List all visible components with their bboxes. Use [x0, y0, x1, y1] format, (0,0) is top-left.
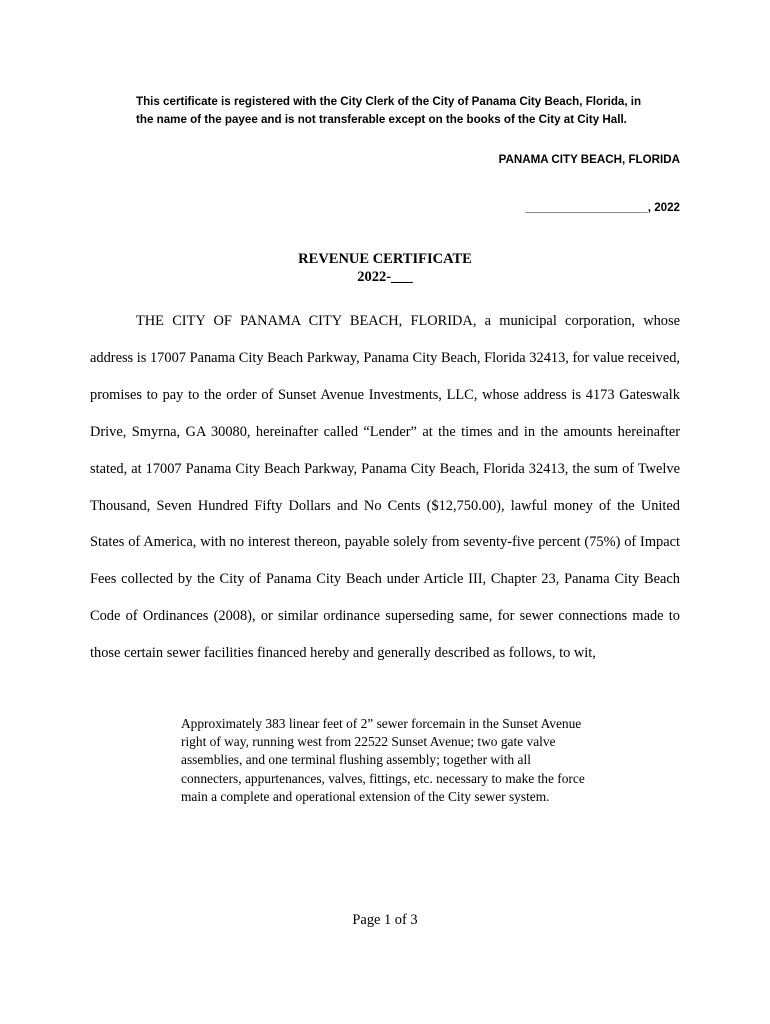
- title-block: [0, 250, 770, 286]
- registration-notice: This certificate is registered with the City Clerk of the City of Panama City Beach, Florida, in the name of the payee and is not transferable except on the books of the City at City Hall.: [136, 95, 642, 126]
- certificate-number: 2022-___: [357, 269, 413, 285]
- date-line: ___________________, 2022: [525, 201, 680, 214]
- page-number: Page 1 of 3: [352, 912, 418, 928]
- location-heading: PANAMA CITY BEACH, FLORIDA: [498, 153, 680, 166]
- facilities-description: Approximately 383 linear feet of 2” sewer forcemain in the Sunset Avenue right of way, running west from 22522 Sunset Avenue; two gate valve assemblies, and one terminal flushing assembly; together with all connecters, appurtenances, valves, fittings, etc. necessary to make the force main a complete and operational extension of the City sewer system.: [181, 716, 585, 804]
- document-title: REVENUE CERTIFICATE: [298, 251, 472, 267]
- body-paragraph: THE CITY OF PANAMA CITY BEACH, FLORIDA, a municipal corporation, whose address is 17007 Panama City Beach Parkway, Panama City Beach, Florida 32413, for value received, promises to pay to the order of Sunset Avenue Investments, LLC, whose address is 4173 Gateswalk Drive, Smyrna, GA 30080, hereinafter called “Lender” at the times and in the amounts hereinafter stated, at 17007 Panama City Beach Parkway, Panama City Beach, Florida 32413, the sum of Twelve Thousand, Seven Hundred Fifty Dollars and No Cents ($12,750.00), lawful money of the United States of America, with no interest thereon, payable solely from seventy-five percent (75%) of Impact Fees collected by the City of Panama City Beach under Article III, Chapter 23, Panama City Beach Code of Ordinances (2008), or similar ordinance superseding same, for sewer connections made to those certain sewer facilities financed hereby and generally described as follows, to wit,: [90, 313, 680, 662]
